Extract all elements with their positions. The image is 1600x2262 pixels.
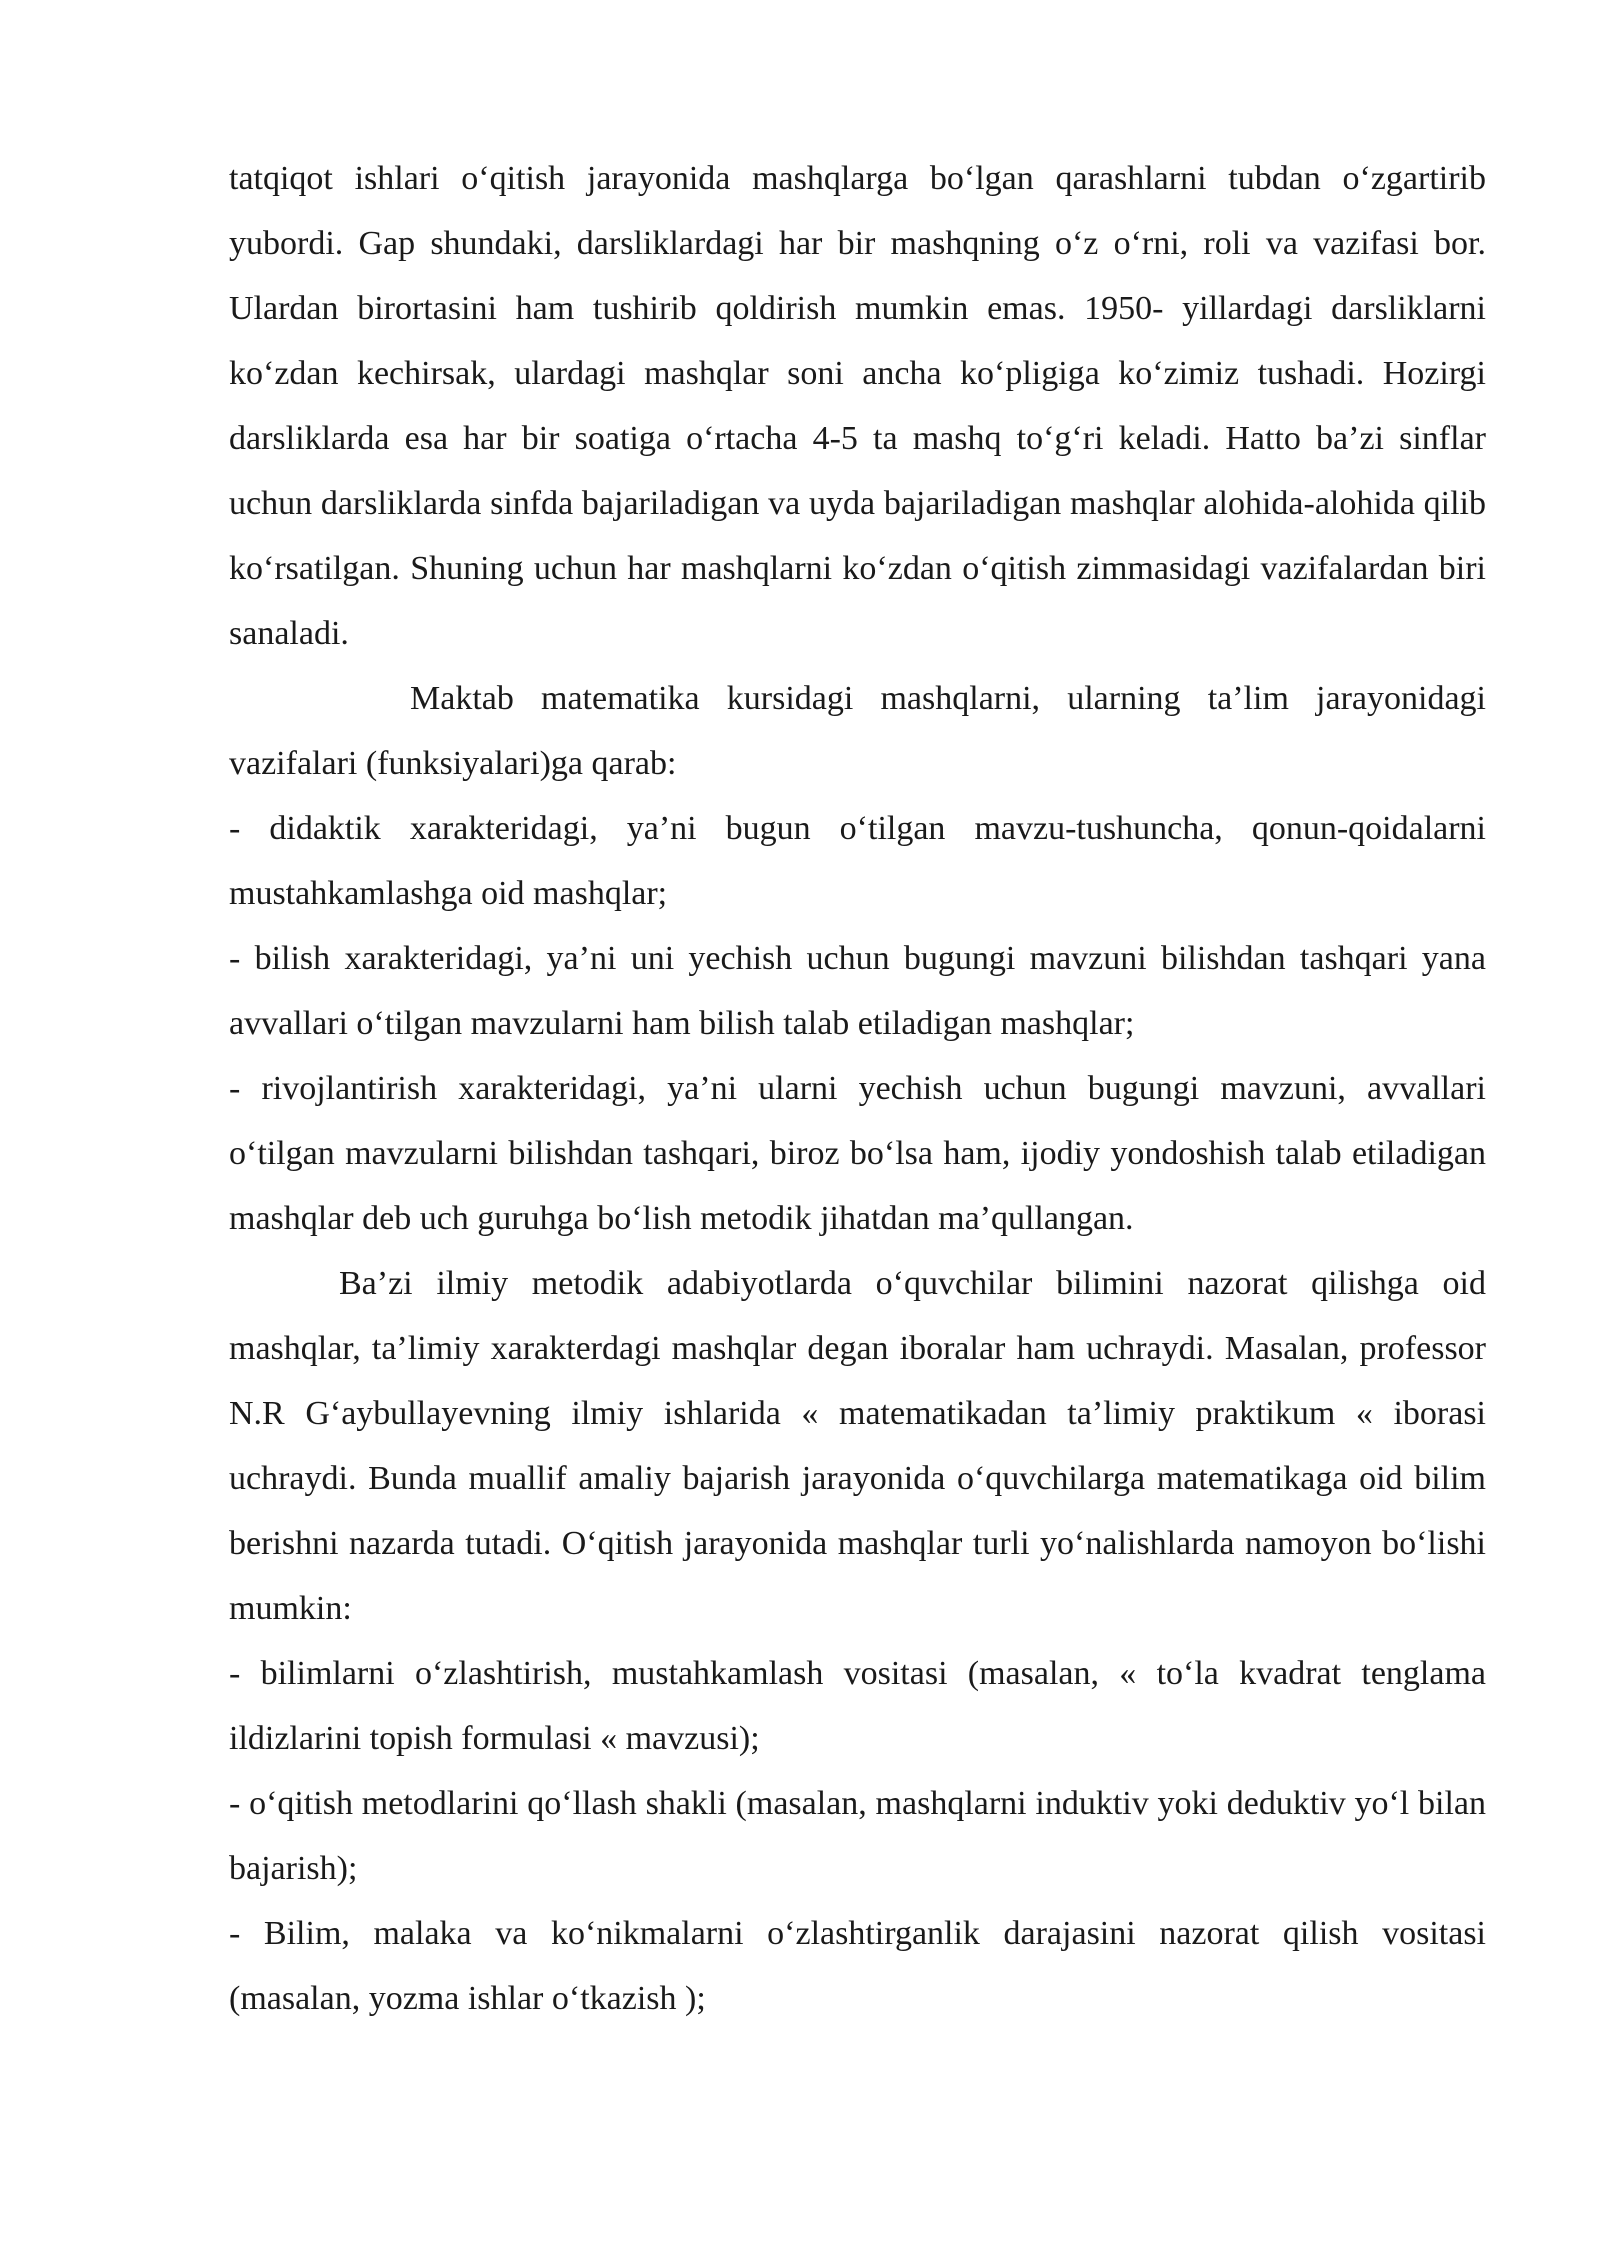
paragraph-intro: tatqiqot ishlari o‘qitish jarayonida mashqlarga bo‘lgan qarashlarni tubdan o‘zgartirib yubordi. Gap shundaki, darsliklardagi har bir mashqning o‘z o‘rni, roli va vazifasi bor. Ulardan birortasini ham tushirib qoldirish mumkin emas. 1950- yillardagi darsliklarni ko‘zdan kechirsak, ulardagi mashqlar soni ancha ko‘pligiga ko‘zimiz tushadi. Hozirgi darsliklarda esa har bir soatiga o‘rtacha 4-5 ta mashq to‘g‘ri keladi. Hatto ba’zi sinflar uchun darsliklarda sinfda bajariladigan va uyda bajariladigan mashqlar alohida-alohida qilib ko‘rsatilgan. Shuning uchun har mashqlarni ko‘zdan o‘qitish zimmasidagi vazifalardan biri sanaladi. <box>229 160 1486 652</box>
list-item-knowledge-tool: - bilimlarni o‘zlashtirish, mustahkamlash vositasi (masalan, « to‘la kvadrat tenglama ildizlarini topish formulasi « mavzusi); <box>229 1655 1486 1757</box>
document-page <box>229 146 1486 2031</box>
paragraph-methodical-literature: Ba’zi ilmiy metodik adabiyotlarda o‘quvchilar bilimini nazorat qilishga oid mashqlar, ta’limiy xarakterdagi mashqlar degan iboralar ham uchraydi. Masalan, professor N.R G‘aybullayevning ilmiy ishlarida « matematikadan ta’limiy praktikum « iborasi uchraydi. Bunda muallif amaliy bajarish jarayonida o‘quvchilarga matematikaga oid bilim berishni nazarda tutadi. O‘qitish jarayonida mashqlar turli yo‘nalishlarda namoyon bo‘lishi mumkin: <box>229 1265 1486 1627</box>
list-item-cognitive: - bilish xarakteridagi, ya’ni uni yechish uchun bugungi mavzuni bilishdan tashqari yana avvallari o‘tilgan mavzularni ham bilish talab etiladigan mashqlar; <box>229 940 1486 1042</box>
list-item-control-tool: - Bilim, malaka va ko‘nikmalarni o‘zlashtirganlik darajasini nazorat qilish vositasi (masalan, yozma ishlar o‘tkazish ); <box>229 1915 1486 2017</box>
list-item-teaching-methods: - o‘qitish metodlarini qo‘llash shakli (masalan, mashqlarni induktiv yoki deduktiv yo‘l bilan bajarish); <box>229 1785 1486 1887</box>
paragraph-classification: Maktab matematika kursidagi mashqlarni, ularning ta’lim jarayonidagi vazifalari (funksiyalari)ga qarab: <box>229 680 1486 782</box>
list-item-didactic: - didaktik xarakteridagi, ya’ni bugun o‘tilgan mavzu-tushuncha, qonun-qoidalarni mustahkamlashga oid mashqlar; <box>229 810 1486 912</box>
list-item-developmental: - rivojlantirish xarakteridagi, ya’ni ularni yechish uchun bugungi mavzuni, avvallari o‘tilgan mavzularni bilishdan tashqari, biroz bo‘lsa ham, ijodiy yondoshish talab etiladigan mashqlar deb uch guruhga bo‘lish metodik jihatdan ma’qullangan. <box>229 1070 1486 1237</box>
